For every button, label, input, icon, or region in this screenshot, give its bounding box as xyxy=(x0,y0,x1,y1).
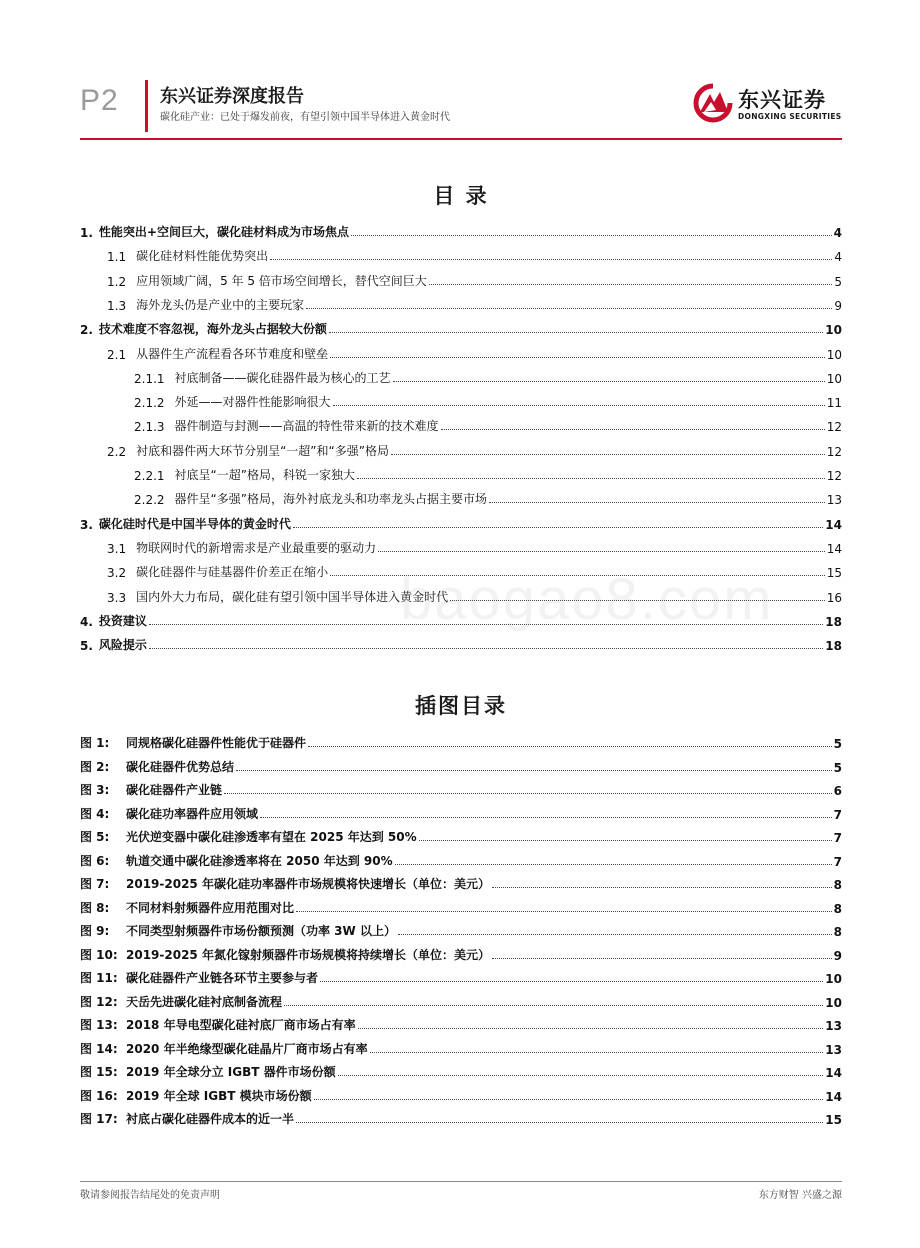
figure-entry-label: 图 12: xyxy=(80,994,118,1009)
toc-entry-page: 18 xyxy=(825,639,842,654)
toc-entry-number: 3.2 xyxy=(107,566,127,581)
toc-leader-dots xyxy=(378,551,825,552)
figure-leader-dots xyxy=(320,981,823,982)
toc-entry-number: 1. xyxy=(80,226,93,240)
toc-entry-number: 3.3 xyxy=(107,590,127,605)
figure-entry[interactable] xyxy=(80,1109,842,1127)
figure-entry-page: 14 xyxy=(825,1066,842,1080)
toc-entry-text: 碳化硅器件与硅基器件价差正在缩小 xyxy=(136,565,329,580)
figure-entry-label: 图 13: xyxy=(80,1018,118,1032)
toc-entry[interactable] xyxy=(80,514,842,532)
figure-entry-page: 5 xyxy=(833,737,842,751)
toc-entry[interactable] xyxy=(80,222,842,240)
toc-entry-text: 衬底和器件两大环节分别呈“一超”和“多强”格局 xyxy=(136,443,389,458)
toc-entry-page: 12 xyxy=(826,469,842,483)
toc-entry-page: 16 xyxy=(826,590,842,605)
figure-entry[interactable] xyxy=(80,1039,842,1057)
toc-leader-dots xyxy=(293,527,823,528)
toc-entry-number: 2.1 xyxy=(107,347,127,362)
figure-leader-dots xyxy=(308,746,832,747)
figure-entry-text: 碳化硅功率器件应用领域 xyxy=(126,806,259,821)
toc-entry-number: 2. xyxy=(80,323,93,338)
toc-leader-dots xyxy=(333,405,825,406)
toc-entry[interactable] xyxy=(134,368,842,386)
toc-leader-dots xyxy=(351,235,832,236)
toc-entry-page: 13 xyxy=(826,493,842,508)
header-accent-bar xyxy=(145,80,148,132)
figure-entry-page: 6 xyxy=(833,784,842,798)
toc-entry-text: 从器件生产流程看各环节难度和壁垒 xyxy=(136,346,329,361)
toc-entry-page: 12 xyxy=(826,420,842,435)
figure-entry-page: 15 xyxy=(825,1113,842,1127)
figure-entry-label: 图 10: xyxy=(80,947,118,962)
figure-entry-text: 2019 年全球 IGBT 模块市场份额 xyxy=(126,1088,312,1103)
toc-leader-dots xyxy=(306,308,832,309)
toc-entry-number: 3.1 xyxy=(107,541,127,556)
toc-entry-number: 1.3 xyxy=(107,298,127,313)
figure-entry[interactable] xyxy=(80,1086,842,1104)
figure-leader-dots xyxy=(395,864,832,865)
figure-leader-dots xyxy=(419,840,832,841)
figure-entry-label: 图 2: xyxy=(80,759,110,774)
toc-entry-number: 4. xyxy=(80,614,93,629)
toc-leader-dots xyxy=(441,429,825,430)
toc-entry-page: 18 xyxy=(825,614,842,629)
figure-entry-label: 图 8: xyxy=(80,900,110,915)
figure-entry-page: 7 xyxy=(833,831,842,845)
toc-leader-dots xyxy=(149,648,823,649)
figure-entry-text: 光伏逆变器中碳化硅渗透率有望在 2025 年达到 50% xyxy=(126,830,417,844)
figure-entry-text: 2018 年导电型碳化硅衬底厂商市场占有率 xyxy=(126,1018,356,1032)
figure-entry-label: 图 17: xyxy=(80,1112,118,1126)
toc-leader-dots xyxy=(329,332,823,333)
figure-leader-dots xyxy=(492,958,832,959)
toc-entry-page: 15 xyxy=(826,566,842,581)
figure-leader-dots xyxy=(358,1028,824,1029)
toc-leader-dots xyxy=(489,502,825,503)
figure-leader-dots xyxy=(338,1075,824,1076)
figure-entry-label: 图 3: xyxy=(80,783,110,797)
figure-entry-label: 图 1: xyxy=(80,736,110,750)
toc-entry[interactable] xyxy=(80,635,842,653)
page-number: P2 xyxy=(80,84,119,117)
figure-leader-dots xyxy=(224,793,832,794)
figure-entry-text: 碳化硅器件产业链 xyxy=(126,783,223,797)
figure-entry-page: 13 xyxy=(825,1042,842,1057)
figure-leader-dots xyxy=(314,1099,824,1100)
toc-entry[interactable] xyxy=(80,319,842,337)
toc-entry[interactable] xyxy=(107,441,842,459)
toc-title: 目 录 xyxy=(433,184,489,208)
figure-entry[interactable] xyxy=(80,1015,842,1033)
figure-leader-dots xyxy=(296,911,832,912)
toc-leader-dots xyxy=(429,284,833,285)
toc-entry[interactable] xyxy=(134,489,842,507)
figure-entry-text: 同规格碳化硅器件性能优于硅器件 xyxy=(126,736,307,750)
figure-entry-label: 图 9: xyxy=(80,924,110,938)
toc-entry-page: 9 xyxy=(834,298,842,313)
toc-entry-text: 海外龙头仍是产业中的主要玩家 xyxy=(136,297,305,312)
logo-emblem-icon xyxy=(692,82,734,126)
figure-entry-page: 8 xyxy=(833,925,842,939)
toc-entry-text: 国内外大力布局，碳化硅有望引领中国半导体进入黄金时代 xyxy=(136,589,449,604)
logo-text-cn: 东兴证券 xyxy=(738,88,826,112)
logo-text-en: DONGXING SECURITIES xyxy=(738,112,842,121)
toc-leader-dots xyxy=(393,381,825,382)
toc-leader-dots xyxy=(270,259,832,260)
toc-entry-page: 11 xyxy=(826,396,842,411)
header-rule xyxy=(80,138,842,140)
figure-entry-label: 图 11: xyxy=(80,971,118,985)
figure-entry-page: 5 xyxy=(833,760,842,775)
toc-entry-text: 风险提示 xyxy=(98,638,147,653)
figure-entry-text: 2019-2025 年氮化镓射频器件市场规模将持续增长（单位：美元） xyxy=(126,947,490,962)
figure-entry[interactable] xyxy=(80,733,842,751)
figure-leader-dots xyxy=(398,934,832,935)
figure-entry-page: 8 xyxy=(833,878,842,892)
toc-leader-dots xyxy=(391,454,825,455)
figure-entry-label: 图 14: xyxy=(80,1041,118,1056)
figure-leader-dots xyxy=(370,1052,824,1053)
toc-entry-text: 器件制造与封测——高温的特性带来新的技术难度 xyxy=(174,419,439,434)
figure-entry-label: 图 16: xyxy=(80,1088,118,1103)
toc-entry-page: 10 xyxy=(826,347,842,362)
toc-entry-text: 投资建议 xyxy=(98,613,147,628)
figure-entry-text: 碳化硅器件产业链各环节主要参与者 xyxy=(126,971,319,985)
toc-entry[interactable] xyxy=(134,465,842,483)
toc-entry-text: 碳化硅材料性能优势突出 xyxy=(136,249,269,264)
figure-entry[interactable] xyxy=(80,945,842,963)
figure-entry-text: 碳化硅器件优势总结 xyxy=(126,759,235,774)
toc-entry-page: 4 xyxy=(834,250,842,265)
figure-entry[interactable] xyxy=(80,780,842,798)
toc-entry-text: 物联网时代的新增需求是产业最重要的驱动力 xyxy=(136,540,377,555)
footer-disclaimer: 敬请参阅报告结尾处的免责声明 xyxy=(80,1190,220,1201)
figure-entry[interactable] xyxy=(80,851,842,869)
figure-entry-page: 13 xyxy=(825,1019,842,1033)
company-logo xyxy=(692,78,842,134)
toc-entry[interactable] xyxy=(107,538,842,556)
watermark: baogao8.com xyxy=(400,567,774,632)
toc-entry-page: 14 xyxy=(825,517,842,532)
figure-entry-page: 7 xyxy=(833,854,842,869)
footer-rule xyxy=(80,1181,842,1182)
figure-entry[interactable] xyxy=(80,921,842,939)
toc-entry-page: 10 xyxy=(826,371,842,386)
toc-entry-number: 2.2 xyxy=(107,444,127,459)
figure-entry-page: 10 xyxy=(825,995,842,1010)
toc-entry-number: 2.1.3 xyxy=(134,420,165,435)
figure-entry[interactable] xyxy=(80,874,842,892)
toc-entry-page: 4 xyxy=(833,226,842,240)
figure-entry-text: 2019-2025 年碳化硅功率器件市场规模将快速增长（单位：美元） xyxy=(126,877,490,891)
figure-entry-page: 7 xyxy=(833,807,842,822)
toc-entry-number: 1.1 xyxy=(107,250,127,265)
toc-entry-number: 2.2.1 xyxy=(134,469,165,483)
report-header xyxy=(80,78,842,140)
toc-entry-text: 衬底呈“一超”格局，科锐一家独大 xyxy=(174,468,355,482)
toc-entry-number: 3. xyxy=(80,517,93,532)
figure-entry-text: 不同材料射频器件应用范围对比 xyxy=(126,900,295,915)
toc-entry-number: 1.2 xyxy=(107,274,127,289)
figure-leader-dots xyxy=(260,817,832,818)
toc-entry[interactable] xyxy=(107,271,842,289)
toc-entry-number: 2.1.1 xyxy=(134,371,165,386)
toc-entry-page: 5 xyxy=(834,274,842,289)
report-subtitle: 碳化硅产业：已处于爆发前夜，有望引领中国半导体进入黄金时代 xyxy=(160,112,450,123)
toc-entry-number: 5. xyxy=(80,639,93,654)
toc-entry-text: 衬底制备——碳化硅器件最为核心的工艺 xyxy=(174,370,391,385)
figure-entry-label: 图 4: xyxy=(80,806,110,821)
toc-entry[interactable] xyxy=(107,295,842,313)
toc-entry-page: 14 xyxy=(826,541,842,556)
figure-entry[interactable] xyxy=(80,804,842,822)
figure-entry[interactable] xyxy=(80,898,842,916)
figure-entry-page: 9 xyxy=(833,948,842,963)
figure-entry-label: 图 15: xyxy=(80,1065,118,1079)
toc-entry[interactable] xyxy=(107,246,842,264)
figure-entry-page: 10 xyxy=(825,972,842,986)
report-title: 东兴证券深度报告 xyxy=(160,86,304,107)
figure-entry-page: 8 xyxy=(833,901,842,916)
figure-entry-text: 不同类型射频器件市场份额预测（功率 3W 以上） xyxy=(126,924,396,938)
figure-entry[interactable] xyxy=(80,827,842,845)
figure-leader-dots xyxy=(492,887,832,888)
toc-entry-number: 2.1.2 xyxy=(134,396,165,411)
toc-entry-text: 碳化硅时代是中国半导体的黄金时代 xyxy=(98,516,291,531)
toc-leader-dots xyxy=(357,478,825,479)
figure-entry-text: 天岳先进碳化硅衬底制备流程 xyxy=(126,994,283,1009)
toc-leader-dots xyxy=(330,357,825,358)
toc-entry-text: 应用领域广阔，5 年 5 倍市场空间增长，替代空间巨大 xyxy=(136,273,427,288)
toc-entry-page: 10 xyxy=(825,323,842,338)
figure-entry-label: 图 7: xyxy=(80,877,110,891)
footer-slogan: 东方财智 兴盛之源 xyxy=(758,1190,842,1201)
toc-entry-text: 技术难度不容忽视，海外龙头占据较大份额 xyxy=(98,322,327,337)
toc-entry-page: 12 xyxy=(826,444,842,459)
toc-entry[interactable] xyxy=(134,416,842,434)
toc-entry[interactable] xyxy=(107,344,842,362)
toc-entry-text: 器件呈“多强”格局，海外衬底龙头和功率龙头占据主要市场 xyxy=(174,492,487,507)
figures-title: 插图目录 xyxy=(415,694,507,718)
toc-entry[interactable] xyxy=(134,392,842,410)
figure-entry-text: 衬底占碳化硅器件成本的近一半 xyxy=(126,1112,295,1126)
figure-entry-page: 14 xyxy=(825,1089,842,1104)
figure-entry-text: 2019 年全球分立 IGBT 器件市场份额 xyxy=(126,1065,336,1079)
toc-entry-text: 外延——对器件性能影响很大 xyxy=(174,395,331,410)
figure-leader-dots xyxy=(284,1005,823,1006)
figure-leader-dots xyxy=(296,1122,823,1123)
figure-entry[interactable] xyxy=(80,1062,842,1080)
figure-entry[interactable] xyxy=(80,968,842,986)
figure-entry-label: 图 5: xyxy=(80,830,110,844)
figure-entry[interactable] xyxy=(80,757,842,775)
figure-entry-text: 轨道交通中碳化硅渗透率将在 2050 年达到 90% xyxy=(126,853,393,868)
toc-entry-text: 性能突出+空间巨大，碳化硅材料成为市场焦点 xyxy=(98,225,349,239)
figure-entry-label: 图 6: xyxy=(80,853,110,868)
figure-entry-text: 2020 年半绝缘型碳化硅晶片厂商市场占有率 xyxy=(126,1041,368,1056)
figure-leader-dots xyxy=(236,770,832,771)
toc-entry-number: 2.2.2 xyxy=(134,493,165,508)
figure-entry[interactable] xyxy=(80,992,842,1010)
